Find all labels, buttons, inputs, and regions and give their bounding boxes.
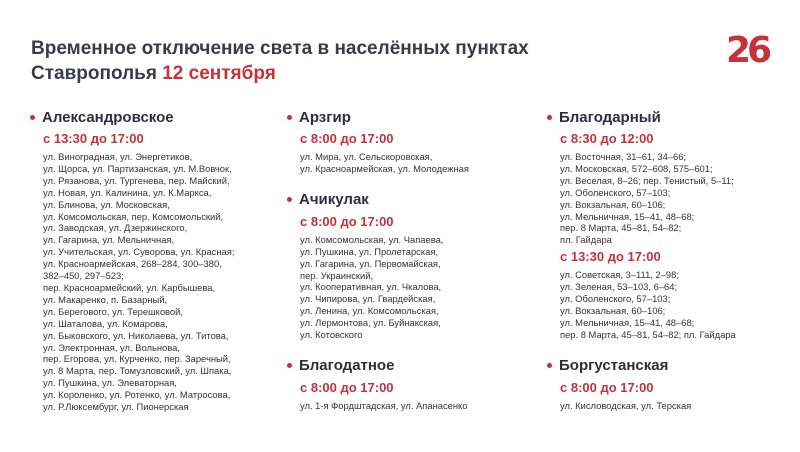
bullet-dot-icon: [30, 115, 35, 120]
column-1: [30, 106, 270, 427]
column-3: [547, 106, 787, 426]
time-range: с 8:00 до 17:00: [300, 131, 394, 146]
bullet-dot-icon: [287, 197, 292, 202]
time-range: с 8:30 до 12:00: [560, 131, 654, 146]
street-list: ул. Виноградная, ул. Энергетиков, ул. Щорса, ул. Партизанская, ул. М.Вовчок, ул. Рязанова, ул. Тургенева, пер. Майский, ул. Новая, ул. Калинина, ул. К.Маркса, ул. Блинова, ул. Московская, ул. Комсомольская, пер. Комсомольский, ул. Заводская, ул. Дзержинского, ул. Гагарина, ул. Мельничная, ул. Учительская, ул. Суворова, ул. Красная; ул. Красноармейская, 268–284, 300–380, 382–450, 297–523; пер. Красноармейский, ул. Карбышева, ул. Макаренко, п. Базарный, ул. Берегового, ул. Терешковой, ул. Шаталова, ул. Комарова, ул. Быковского, ул. Николаева, ул. Титова, ул. Электронная, ул. Вольнова, пер. Егорова, ул. Курченко, пер. Заречный, ул. 8 Марта, пер. Томузловский, ул. Шпака, ул. Пушкина, ул. Элеваторная, ул. Короленко, ул. Ротенко, ул. Матросова, ул. Р.Люксембург, ул. Пионерская: [43, 151, 235, 413]
title-date: 12 сентября: [162, 63, 276, 84]
bullet-dot-icon: [547, 363, 552, 368]
street-list: ул. 1-я Фордштадская, ул. Апанасенко: [300, 399, 468, 411]
time-range: с 13:30 до 17:00: [43, 131, 144, 146]
place-heading: [287, 189, 527, 211]
place-name: Арзгир: [299, 108, 351, 126]
section-blagodatnoe: [287, 355, 527, 412]
section-achikulak: [287, 189, 527, 341]
street-list: ул. Мира, ул. Сельскоровская, ул. Красноармейская, ул. Молодежная: [300, 151, 469, 174]
bullet-dot-icon: [547, 115, 552, 120]
place-heading: [287, 106, 527, 128]
place-heading: [547, 355, 787, 377]
time-range: с 8:00 до 17:00: [560, 379, 654, 395]
bullet-dot-icon: [287, 115, 292, 120]
section-borgustanskaya: [547, 355, 787, 412]
time-range: с 8:00 до 17:00: [300, 379, 394, 395]
page-title: [31, 36, 551, 86]
place-heading: [547, 106, 787, 128]
place-name: Александровское: [42, 108, 174, 126]
section-aleksandrovskoe: [30, 106, 270, 413]
place-name: Боргустанская: [559, 357, 669, 375]
place-name: Ачикулак: [299, 191, 369, 209]
place-name: Благодарный: [559, 108, 661, 126]
place-heading: [287, 355, 527, 377]
place-name: Благодатное: [299, 357, 395, 375]
section-blagodarny: [547, 106, 787, 341]
column-2: [287, 106, 527, 426]
section-arzgir: [287, 106, 527, 175]
time-range: с 13:30 до 17:00: [560, 249, 661, 265]
time-range: с 8:00 до 17:00: [300, 213, 394, 229]
street-list: ул. Восточная, 31–61, 34–66; ул. Московская, 572–608, 575–601; ул. Веселая, 8–26; пер. Тенистый, 5–11; ул. Оболенского, 57–103; ул. Вокзальная, 60–106; ул. Мельничная, 15–41, 48–68; пер. 8 Марта, 45–81, 54–82; пл. Гайдара: [560, 151, 734, 246]
street-list: ул. Советская, 3–111, 2–98; ул. Зеленая, 53–103, 6–64; ул. Оболенского, 57–103; ул. Вокзальная, 60–106; ул. Мельничная, 15–41, 48–68; пер. 8 Марта, 45–81, 54–82; пл. Гайдара: [560, 269, 736, 340]
title-main: Временное отключение света в населённых пунктах Ставрополья: [31, 38, 529, 84]
bullet-dot-icon: [287, 363, 292, 368]
street-list: ул. Комсомольская, ул. Чапаева, ул. Пушкина, ул. Пролетарская, ул. Гагарина, ул. Первомайская, пер. Украинский, ул. Кооперативная, ул. Чкалова, ул. Чипирова, ул. Гвардейская, ул. Ленина, ул. Комсомольская, ул. Лермонтова, ул. Буйнакская, ул. Котовского: [300, 233, 444, 341]
street-list: ул. Кисловодская, ул. Терская: [560, 399, 692, 411]
logo-26: 26: [726, 30, 769, 71]
place-heading: [30, 106, 270, 128]
